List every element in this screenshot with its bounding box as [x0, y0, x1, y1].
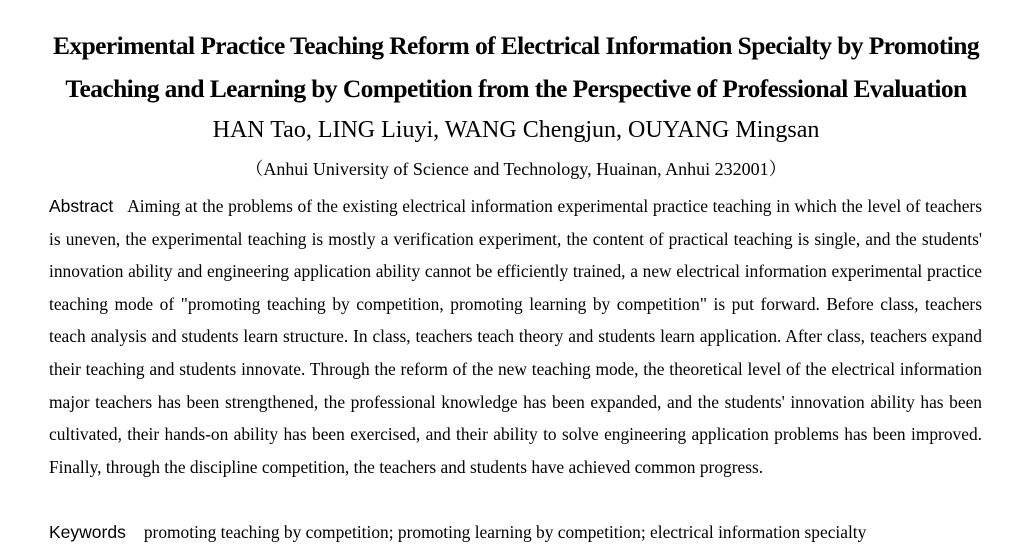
title-line-2: Teaching and Learning by Competition from the Perspective of Professional Evaluation — [65, 74, 967, 103]
abstract-label: Abstract — [49, 196, 114, 216]
author-list: HAN Tao, LING Liuyi, WANG Chengjun, OUYANG Mingsan — [212, 117, 820, 143]
affiliation: （Anhui University of Science and Technology, Huainan, Anhui 232001） — [245, 159, 787, 179]
paper-title — [0, 24, 1032, 110]
keywords-text: promoting teaching by competition; promoting learning by competition; electrical information specialty — [143, 522, 867, 542]
abstract-text: Aiming at the problems of the existing electrical information experimental practice teaching in which the level of teachers is uneven, the experimental teaching is mostly a verification experiment, the content of practical teaching is single, and the students' innovation ability and engineering application ability cannot be efficiently trained, a new electrical information experimental practice teaching mode of "promoting teaching by competition, promoting learning by competition" is put forward. Before class, teachers teach analysis and students learn structure. In class, teachers teach theory and students learn application. After class, teachers expand their teaching and students innovate. Through the reform of the new teaching mode, the theoretical level of the electrical information major teachers has been strengthened, the professional knowledge has been expanded, and the students' innovation ability has been cultivated, their hands-on ability has been exercised, and their ability to solve engineering application problems has been improved. Finally, through the discipline competition, the teachers and students have achieved common progress. — [49, 196, 982, 477]
keywords-paragraph — [49, 516, 982, 548]
abstract-paragraph — [49, 190, 982, 483]
title-line-1: Experimental Practice Teaching Reform of Electrical Information Specialty by Promoting — [53, 31, 979, 60]
keywords-label: Keywords — [49, 522, 126, 542]
